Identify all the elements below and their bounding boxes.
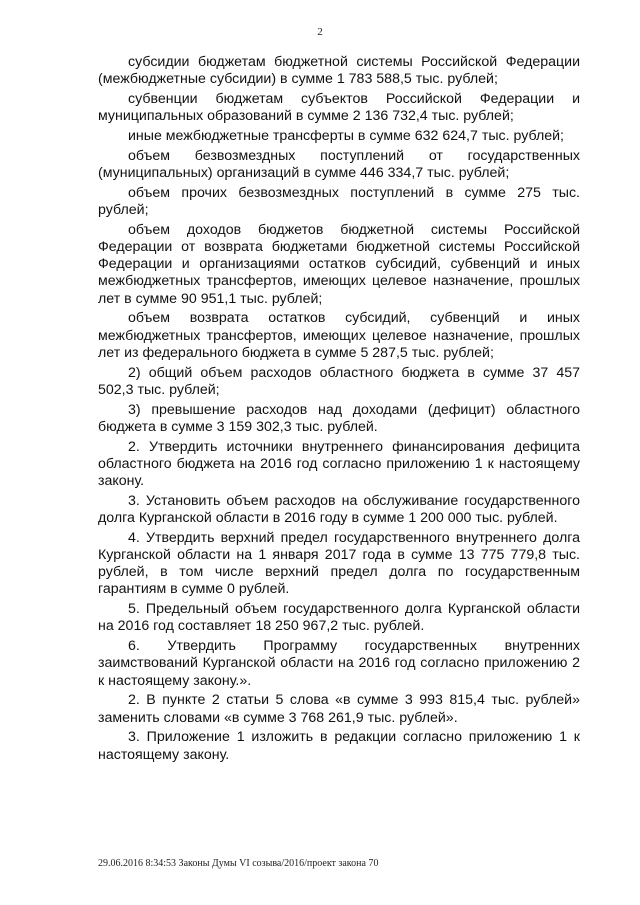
- paragraph: 3) превышение расходов над доходами (дефицит) областного бюджета в сумме 3 159 302,3 тыс. рублей.: [98, 401, 580, 435]
- paragraph: 2) общий объем расходов областного бюджета в сумме 37 457 502,3 тыс. рублей;: [98, 364, 580, 398]
- paragraph: 2. Утвердить источники внутреннего финансирования дефицита областного бюджета на 2016 год согласно приложению 1 к настоящему закону.: [98, 438, 580, 490]
- paragraph: 6. Утвердить Программу государственных внутренних заимствований Курганской области на 2016 год согласно приложению 2 к настоящему закону.».: [98, 638, 580, 689]
- paragraph: 2. В пункте 2 статьи 5 слова «в сумме 3 993 815,4 тыс. рублей» заменить словами «в сумме 3 768 261,9 тыс. рублей».: [98, 692, 580, 726]
- paragraph: объем прочих безвозмездных поступлений в сумме 275 тыс. рублей;: [98, 184, 580, 218]
- paragraph: объем безвозмездных поступлений от государственных (муниципальных) организаций в сумме 446 334,7 тыс. рублей;: [98, 147, 580, 181]
- paragraph: объем возврата остатков субсидий, субвенций и иных межбюджетных трансфертов, имеющих целевое назначение, прошлых лет из федерального бюджета в сумме 5 287,5 тыс. рублей;: [98, 310, 580, 361]
- document-footer: 29.06.2016 8:34:53 Законы Думы VI созыва/2016/проект закона 70: [98, 858, 379, 869]
- paragraph: иные межбюджетные трансферты в сумме 632 624,7 тыс. рублей;: [128, 128, 565, 144]
- document-body: [98, 54, 580, 766]
- page-number: 2: [317, 26, 323, 38]
- paragraph: 4. Утвердить верхний предел государственного внутреннего долга Курганской области на 1 января 2017 года в сумме 13 775 779,8 тыс. рублей, в том числе верхний предел долга по государственным гарантиям в сумме 0 рублей.: [98, 529, 580, 598]
- paragraph: 5. Предельный объем государственного долга Курганской области на 2016 год составляет 18 250 967,2 тыс. рублей.: [98, 601, 580, 635]
- paragraph: 3. Установить объем расходов на обслуживание государственного долга Курганской области в 2016 году в сумме 1 200 000 тыс. рублей.: [98, 492, 580, 527]
- paragraph: объем доходов бюджетов бюджетной системы Российской Федерации от возврата бюджетами бюджетной системы Российской Федерации и организациями остатков субсидий, субвенций и иных межбюджетных трансфертов, имеющих целевое назначение, прошлых лет в сумме 90 951,1 тыс. рублей;: [98, 221, 580, 307]
- paragraph: 3. Приложение 1 изложить в редакции согласно приложению 1 к настоящему закону.: [98, 729, 580, 763]
- paragraph: субвенции бюджетам субъектов Российской Федерации и муниципальных образований в сумме 2 136 732,4 тыс. рублей;: [98, 91, 580, 125]
- paragraph: субсидии бюджетам бюджетной системы Российской Федерации (межбюджетные субсидии) в сумме 1 783 588,5 тыс. рублей;: [98, 54, 580, 88]
